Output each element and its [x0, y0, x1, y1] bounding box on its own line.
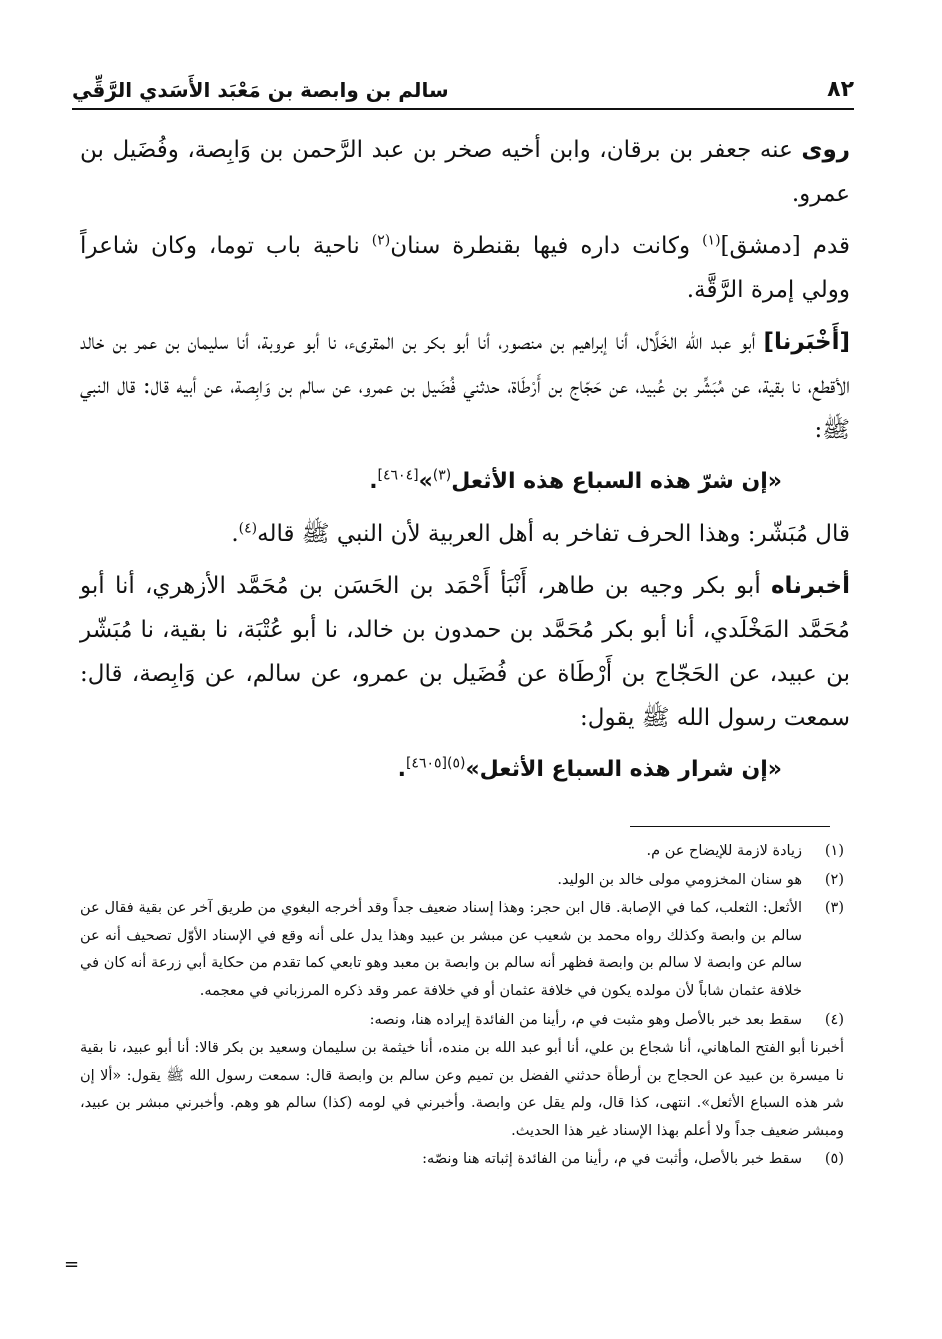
- paragraph-biography: [80, 224, 850, 312]
- period: .: [369, 469, 378, 494]
- running-title: سالم بن وابصة بن مَعْبَد الأَسَدي الرَّقِّي: [72, 78, 449, 102]
- paragraph-isnad-1: [80, 320, 850, 452]
- hadith-text-2: [80, 748, 850, 792]
- paragraph-isnad-2: [80, 564, 850, 740]
- paragraph-narrators: [80, 128, 850, 216]
- footnote-ref[interactable]: (٣): [432, 467, 452, 484]
- hadith-quote: «إن شرار هذه السباع الأثعل»: [465, 757, 782, 782]
- footnote-number: (١): [824, 843, 844, 859]
- footnote-ref[interactable]: (١): [702, 232, 721, 249]
- footnote-separator: [630, 826, 830, 827]
- footnote-text: سقط خبر بالأصل، وأثبت في م، رأينا من الفائدة إثباته هنا ونصّه:: [422, 1150, 802, 1167]
- hadith-number: [٤٦٠٥]: [405, 755, 447, 772]
- paragraph-text: عنه جعفر بن برقان، وابن أخيه صخر بن عبد الرَّحمن بن وَابِصة، وفُضَيل بن عمرو.: [80, 137, 850, 207]
- footnote: [80, 1007, 844, 1035]
- footnote-number: (٢): [824, 871, 844, 888]
- paragraph-text: وكانت داره فيها بقنطرة سنان: [390, 233, 703, 259]
- footnote-number: (٥): [824, 1150, 844, 1167]
- period: .: [231, 521, 239, 547]
- footnote-text: أخبرنا أبو الفتح الماهاني، أنا شجاع بن علي، أنا أبو عبد الله بن منده، أنا خيثمة بن سليمان وسعيد بن بكر قالا: أنا أبو عبيد، نا بقية نا ميسرة بن عبيد عن الحجاج بن أرطأة حدثني الفضل بن تميم وعن سالم بن وابصة قال: سمعت رسول الله ﷺ يقول: «ألا إن شر هذه السباع الأثعل». انتهى، كذا قال، ولم يقل عن وابصة. وأخبرني في لومه (كذا) سالم هو وهم. وأخبرني مبشر بن عبيد، ومبشر ضعيف جداً ولا أعلم بهذا الإسناد غير هذا الحديث.: [80, 1040, 844, 1139]
- paragraph-text: أبو عبد الله الخَلَّال، أنا إبراهيم بن منصور، أنا أبو بكر بن المقرىء، نا أبو عروبة، أنا سليمان بن عمر بن خالد الأقطع، نا بقية، عن مُبَشِّر بن عُبيد، عن حَجّاج بن أَرْطَاة، حدثني فُضَيل بن عمرو، عن سالم بن وَابِصة، عن أبيه قال: قال النبي ﷺ:: [80, 329, 850, 443]
- footnote-ref[interactable]: (٢): [371, 232, 391, 249]
- paragraph-text: ناحية باب توما، وكان شاعراً وولي إمرة الرَّقَّة.: [80, 233, 850, 303]
- period: .: [397, 757, 406, 782]
- margin-mark: =: [64, 1254, 80, 1275]
- lead-word: أخبرناه: [770, 573, 850, 599]
- lead-word: روى: [801, 137, 850, 163]
- quote-close: »: [418, 469, 433, 494]
- hadith-quote: «إن شرّ هذه السباع هذه الأثعل: [451, 469, 782, 494]
- paragraph-text: قدم [دمشق]: [720, 233, 851, 259]
- footnote: [80, 895, 844, 1005]
- footnotes: [80, 838, 844, 1174]
- footnote-text: الأثعل: الثعلب، كما في الإصابة. قال ابن حجر: وهذا إسناد ضعيف جداً وقد أخرجه البغوي من طريق آخر عن بقية فقال عن سالم بن وابصة وكذلك رواه محمد بن شعيب عن مبشر بن عبيد وهذا يدل على أنه وقع في الإسناد الأوّل تصحيف أنه عن سالم عن وابصة لا سالم بن وابصة فظهر أنه سالم بن وابصة بن معبد وهو تابعي كما تقدم من حكاية أبي زرعة أنه كان في خلافة عثمان شاباً لأن مولده يكون في خلافة عثمان أو في خلافة عمر وقد ذكره المرزباني في معجمه.: [80, 900, 802, 999]
- footnote-text: زيادة لازمة للإيضاح عن م.: [646, 843, 802, 859]
- footnote: [80, 1146, 844, 1174]
- footnote-ref[interactable]: (٥): [446, 755, 466, 772]
- footnote-number: (٤): [824, 1011, 844, 1028]
- main-text: [80, 128, 850, 800]
- lead-word: [أَخْبَرنا]: [763, 329, 850, 355]
- footnote: [80, 838, 844, 866]
- page-header: [72, 62, 854, 102]
- header-rule: [72, 108, 854, 110]
- paragraph-text: قال مُبَشّر: وهذا الحرف تفاخر به أهل العربية لأن النبي ﷺ قاله: [257, 521, 850, 547]
- footnote-ref[interactable]: (٤): [238, 520, 258, 537]
- footnote-number: (٣): [824, 900, 844, 917]
- hadith-text-1: [80, 460, 850, 504]
- footnote: [80, 867, 844, 895]
- footnote-continuation: [80, 1035, 844, 1145]
- footnote-text: هو سنان المخزومي مولى خالد بن الوليد.: [557, 871, 802, 888]
- hadith-number: [٤٦٠٤]: [377, 467, 419, 484]
- footnote-text: سقط بعد خبر بالأصل وهو مثبت في م، رأينا من الفائدة إيراده هنا، ونصه:: [369, 1011, 802, 1028]
- page-number: ٨٢: [827, 77, 854, 102]
- paragraph-mubashshir: [80, 512, 850, 556]
- paragraph-text: أبو بكر وجيه بن طاهر، أَنْبَأ أَحْمَد بن الحَسَن بن مُحَمَّد الأزهري، أنا أبو مُحَمَّد المَخْلَدي، أنا أبو بكر مُحَمَّد بن حمدون بن خالد، نا أبو عُتْبَة، نا بقية، نا مُبَشّر بن عبيد، عن الحَجّاج بن أَرْطَاة عن فُضَيل بن عمرو، عن سالم، عن وَابِصة، قال: سمعت رسول الله ﷺ يقول:: [80, 573, 850, 731]
